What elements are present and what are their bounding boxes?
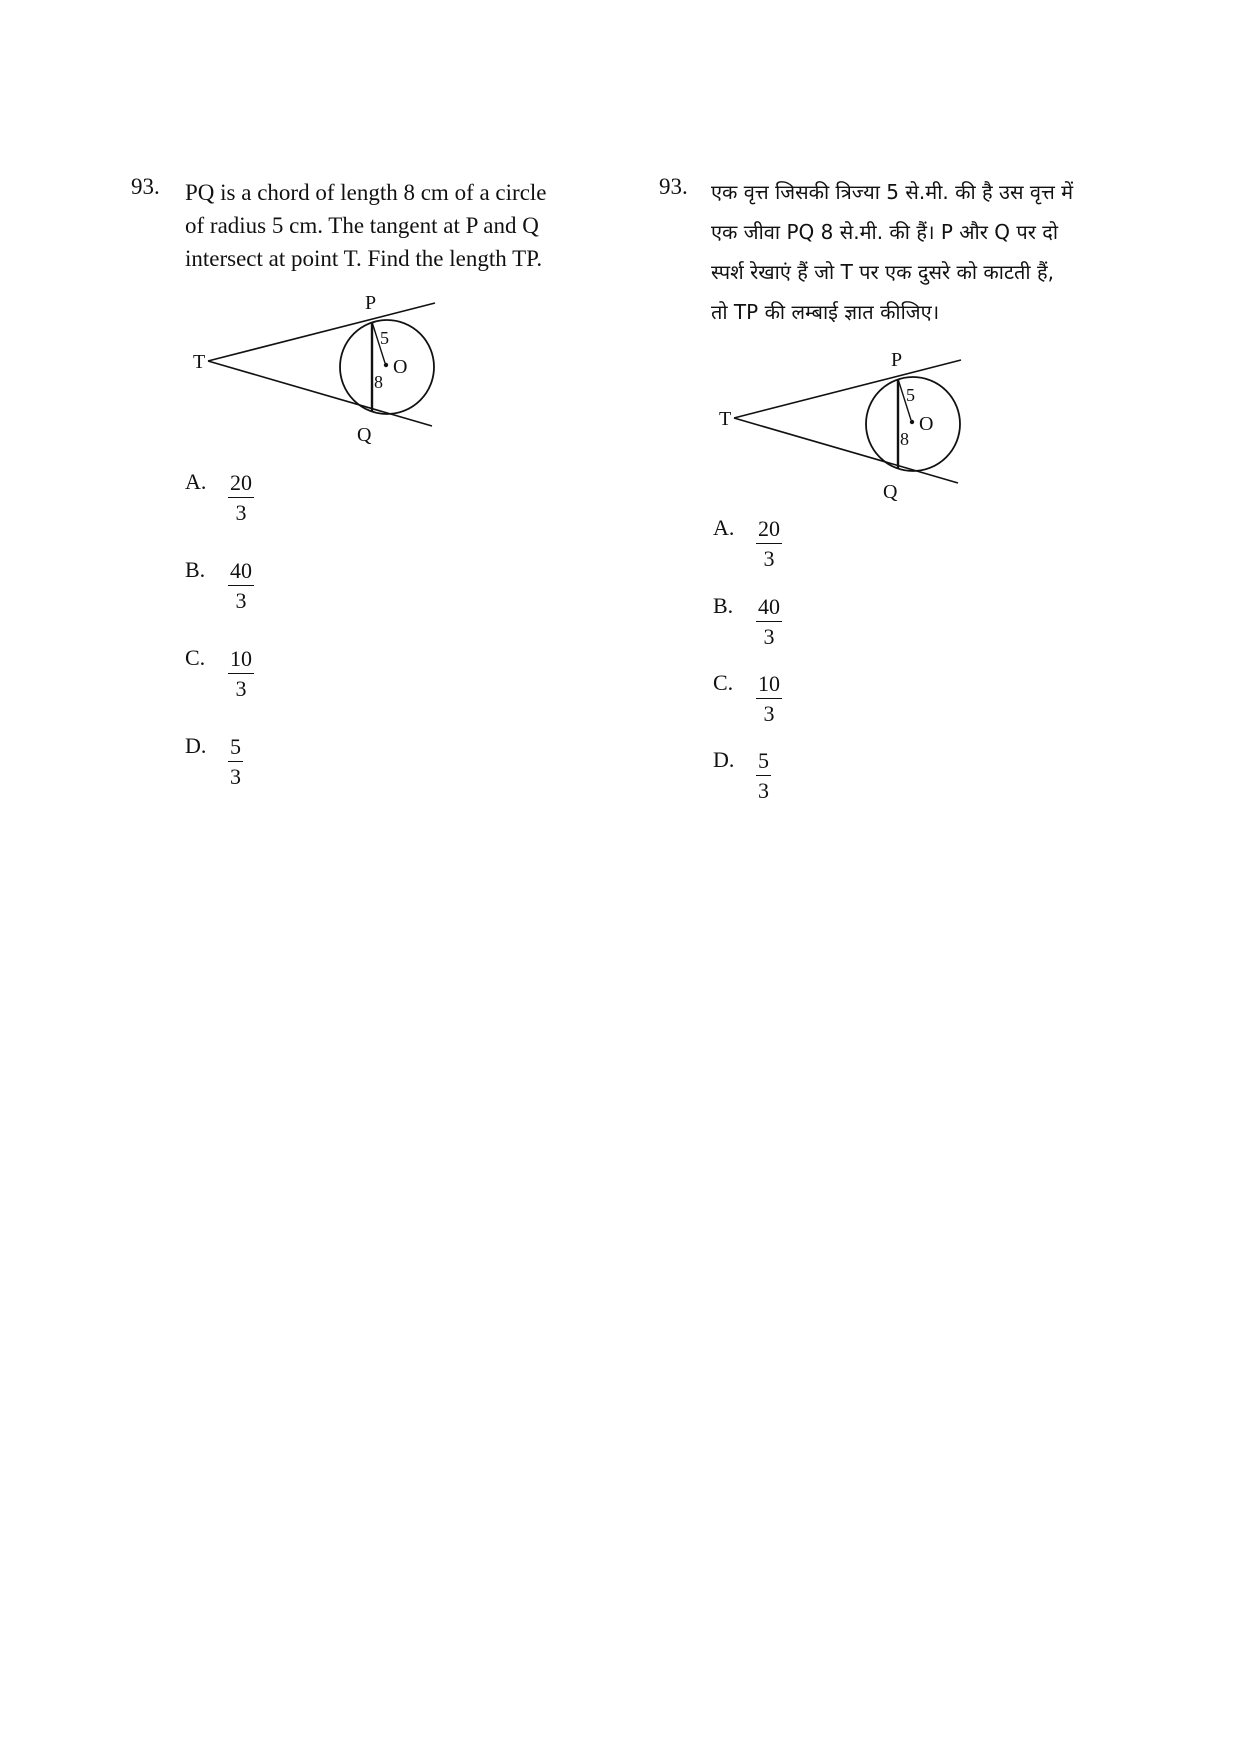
label-chord: 8	[374, 372, 383, 392]
tangent-circle-figure	[706, 342, 976, 502]
label-p: P	[365, 292, 377, 314]
denominator: 3	[763, 624, 775, 649]
option-letter: D.	[713, 747, 735, 772]
option-letter: C.	[185, 645, 206, 670]
question-text	[185, 176, 547, 275]
option-letter: C.	[713, 670, 734, 695]
tangent-circle-figure	[180, 285, 450, 445]
label-q: Q	[357, 424, 372, 445]
numerator: 20	[756, 515, 782, 544]
question-line: तो TP की लम्बाई ज्ञात कीजिए।	[711, 300, 940, 324]
denominator: 3	[235, 676, 247, 701]
label-q: Q	[883, 481, 898, 502]
tangent-line-tp	[734, 360, 961, 418]
label-t: T	[719, 408, 732, 430]
center-point	[384, 363, 388, 367]
option-letter: B.	[713, 593, 734, 618]
option-fraction	[756, 593, 782, 652]
label-radius: 5	[380, 328, 389, 348]
label-o: O	[393, 356, 408, 378]
numerator: 5	[756, 747, 771, 776]
option-fraction	[228, 469, 254, 528]
question-number: 93.	[659, 174, 688, 199]
denominator: 3	[235, 588, 247, 613]
label-radius: 5	[906, 385, 915, 405]
denominator: 3	[235, 500, 247, 525]
question-line: एक जीवा PQ 8 से.मी. की हैं। P और Q पर दो	[711, 220, 1059, 244]
label-t: T	[193, 351, 206, 373]
numerator: 20	[228, 469, 254, 498]
question-text	[711, 172, 1073, 332]
label-chord: 8	[900, 429, 909, 449]
center-point	[910, 420, 914, 424]
question-line: intersect at point T. Find the length TP.	[185, 246, 543, 271]
numerator: 40	[228, 557, 254, 586]
numerator: 5	[228, 733, 243, 762]
numerator: 10	[756, 670, 782, 699]
question-line: एक वृत्त जिसकी त्रिज्या 5 से.मी. की है उस वृत्त में	[711, 180, 1074, 204]
question-line: PQ is a chord of length 8 cm of a circle	[185, 180, 547, 205]
label-p: P	[891, 349, 903, 371]
denominator: 3	[230, 764, 241, 789]
denominator: 3	[763, 701, 775, 726]
option-fraction	[756, 515, 782, 574]
denominator: 3	[758, 778, 769, 803]
denominator: 3	[763, 546, 775, 571]
option-letter: A.	[185, 469, 207, 494]
question-number: 93.	[131, 174, 160, 199]
option-fraction	[228, 557, 254, 616]
question-line: स्पर्श रेखाएं हैं जो T पर एक दुसरे को काटती हैं,	[711, 260, 1054, 284]
numerator: 10	[228, 645, 254, 674]
option-letter: A.	[713, 515, 735, 540]
label-o: O	[919, 413, 934, 435]
numerator: 40	[756, 593, 782, 622]
tangent-line-tp	[208, 303, 435, 361]
option-fraction	[756, 670, 782, 729]
option-letter: D.	[185, 733, 207, 758]
option-fraction	[228, 645, 254, 704]
question-line: of radius 5 cm. The tangent at P and Q	[185, 213, 539, 238]
option-fraction	[756, 747, 771, 806]
option-letter: B.	[185, 557, 206, 582]
option-fraction	[228, 733, 243, 792]
